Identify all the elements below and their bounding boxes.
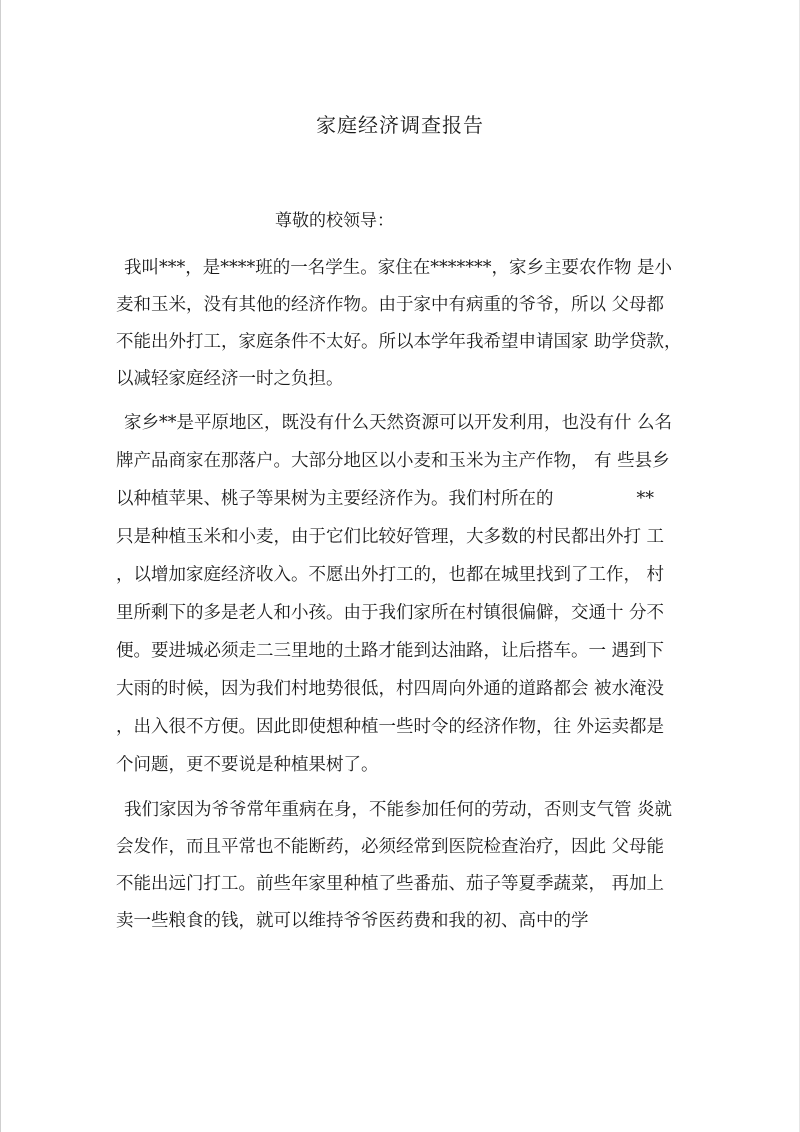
text-line	[116, 832, 686, 862]
document-title: 家庭经济调查报告	[316, 113, 484, 137]
text-line-content: 里所剩下的多是老人和小孩。由于我们家所在村镇很偏僻，交通十 分不	[116, 603, 665, 623]
text-line	[116, 364, 686, 394]
text-line	[116, 906, 686, 936]
text-line	[116, 560, 686, 590]
text-line	[116, 598, 686, 628]
text-line-content: 卖一些粮食的钱，就可以维持爷爷医药费和我的初、高中的学	[116, 911, 589, 931]
text-line-trailing: **	[636, 489, 654, 509]
text-line-content: 个问题，更不要说是种植果树了。	[116, 755, 379, 775]
text-line	[116, 290, 686, 320]
text-line	[116, 484, 686, 514]
text-line-content: 便。要进城必须走二三里地的土路才能到达油路，让后搭车。一 遇到下	[116, 641, 665, 661]
text-line	[116, 712, 686, 742]
text-line-content: 以减轻家庭经济一时之负担。	[116, 369, 344, 389]
text-line	[116, 869, 686, 899]
text-line-content: 只是种植玉米和小麦，由于它们比较好管理，大多数的村民都出外打 工	[116, 527, 665, 547]
text-line-content: 不能出远门打工。前些年家里种植了些番茄、茄子等夏季蔬菜， 再加上	[116, 874, 665, 894]
text-line-content: ，出入很不方便。因此即使想种植一些时令的经济作物，往 外运卖都是	[116, 717, 665, 737]
text-line-content: 大雨的时候，因为我们村地势很低，村四周向外通的道路都会 被水淹没	[116, 679, 665, 699]
text-line-content: 麦和玉米，没有其他的经济作物。由于家中有病重的爷爷，所以 父母都	[116, 295, 665, 315]
text-line	[116, 446, 686, 476]
text-line	[116, 795, 686, 825]
text-line	[116, 408, 686, 438]
text-line-content: 会发作，而且平常也不能断药，必须经常到医院检查治疗，因此 父母能	[116, 837, 665, 857]
salutation: 尊敬的校领导：	[275, 211, 394, 231]
text-line-content: 我叫***，是****班的一名学生。家住在*******，家乡主要农作物 是小	[124, 258, 673, 278]
text-line	[116, 674, 686, 704]
text-line-content: 家乡**是平原地区，既没有什么天然资源可以开发利用，也没有什 么名	[124, 413, 673, 433]
text-line	[116, 750, 686, 780]
text-line	[116, 522, 686, 552]
text-line-content: 不能出外打工，家庭条件不太好。所以本学年我希望申请国家 助学贷款，	[116, 332, 682, 352]
text-line	[116, 253, 686, 283]
text-line-content: 牌产品商家在那落户。大部分地区以小麦和玉米为主产作物， 有 些县乡	[116, 451, 670, 471]
text-line	[116, 636, 686, 666]
text-line-content: ，以增加家庭经济收入。不愿出外打工的，也都在城里找到了工作， 村	[116, 565, 665, 585]
text-line-content: 我们家因为爷爷常年重病在身，不能参加任何的劳动，否则支气管 炎就	[124, 800, 673, 820]
page-left-edge	[0, 0, 1, 1132]
text-line-content: 以种植苹果、桃子等果树为主要经济作为。我们村所在的	[116, 489, 554, 509]
text-line	[116, 327, 686, 357]
